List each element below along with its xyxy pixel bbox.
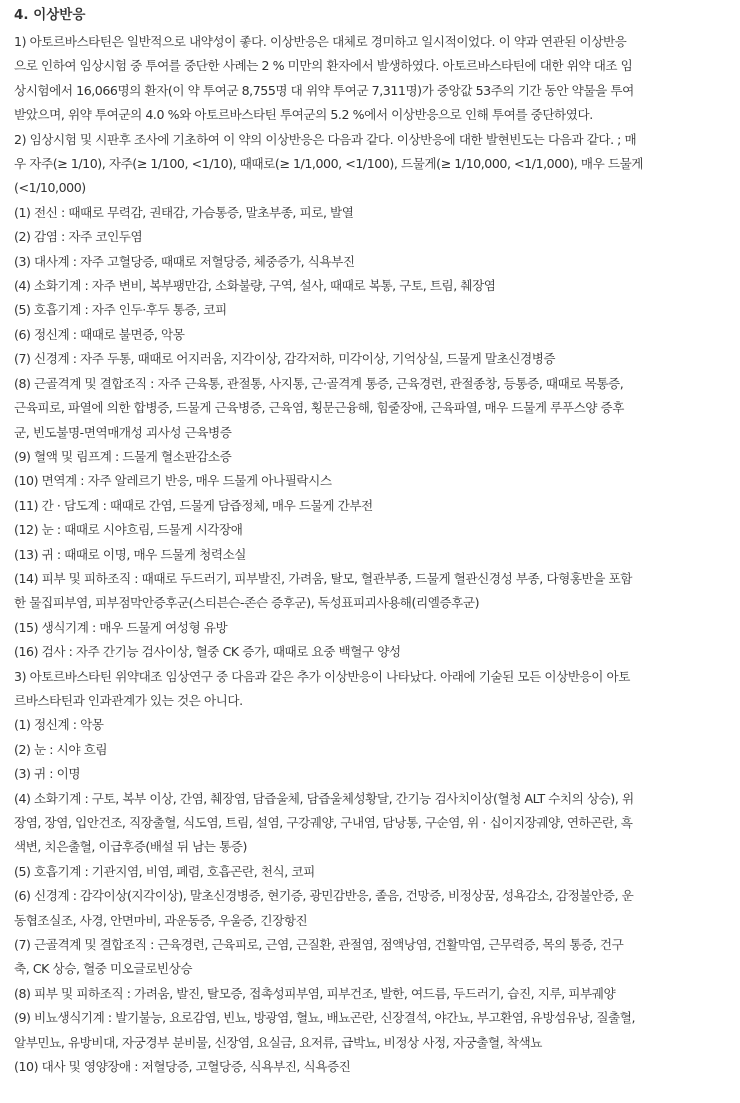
text-line: (5) 호흡기계 : 기관지염, 비염, 폐렴, 호흡곤란, 천식, 코피 [14, 863, 315, 879]
text-line: 우 자주(≥ 1/10), 자주(≥ 1/100, <1/10), 때때로(≥ 1/1,000, <1/100), 드물게(≥ 1/10,000, <1/1,000), 매우 드물게 [14, 156, 644, 172]
text-line: 알부민뇨, 유방비대, 자궁경부 분비물, 신장염, 요실금, 요저류, 급박뇨, 비정상 사정, 자궁출혈, 착색뇨 [14, 1034, 542, 1050]
text-line: (2) 눈 : 시야 흐림 [14, 741, 108, 757]
text-line: (5) 호흡기계 : 자주 인두·후두 통증, 코피 [14, 302, 227, 318]
text-line: (1) 정신계 : 악몽 [14, 717, 104, 733]
text-line: (2) 감염 : 자주 코인두염 [14, 229, 143, 245]
text-line: (10) 대사 및 영양장애 : 저혈당증, 고혈당증, 식욕부진, 식욕증진 [14, 1059, 351, 1075]
text-line: 색변, 치은출혈, 이급후증(배설 뒤 남는 통증) [14, 839, 247, 855]
text-line: (7) 신경계 : 자주 두통, 때때로 어지러움, 지각이상, 감각저하, 미각이상, 기억상실, 드물게 말초신경병증 [14, 351, 556, 367]
text-line: 으로 인하여 임상시험 중 투여를 중단한 사례는 2 % 미만의 환자에서 발생하였다. 아토르바스타틴에 대한 위약 대조 임 [14, 58, 633, 74]
text-line: (13) 귀 : 때때로 이명, 매우 드물게 청력소실 [14, 546, 247, 562]
text-line: 3) 아토르바스타틴 위약대조 임상연구 중 다음과 같은 추가 이상반응이 나타났다. 아래에 기술된 모든 이상반응이 아토 [14, 668, 630, 684]
text-line: (8) 피부 및 피하조직 : 가려움, 발진, 탈모증, 접촉성피부염, 피부건조, 발한, 여드름, 두드러기, 습진, 지루, 피부궤양 [14, 985, 616, 1001]
text-line: (8) 근골격계 및 결합조직 : 자주 근육통, 관절통, 사지통, 근·골격계 통증, 근육경련, 관절종창, 등통증, 때때로 목통증, [14, 375, 624, 391]
text-line: (15) 생식기계 : 매우 드물게 여성형 유방 [14, 619, 228, 635]
text-line: (9) 비뇨생식기계 : 발기불능, 요로감염, 빈뇨, 방광염, 혈뇨, 배뇨곤란, 신장결석, 야간뇨, 부고환염, 유방섬유낭, 질출혈, [14, 1010, 636, 1026]
text-line: 한 물집피부염, 피부점막안증후군(스티븐슨-존슨 증후군), 독성표피괴사용해(리엘증후군) [14, 595, 480, 611]
text-line: 군, 빈도불명-면역매개성 괴사성 근육병증 [14, 424, 232, 440]
text-line: 1) 아토르바스타틴은 일반적으로 내약성이 좋다. 이상반응은 대체로 경미하고 일시적이었다. 이 약과 연관된 이상반응 [14, 34, 627, 49]
text-line: (<1/10,000) [14, 180, 86, 196]
text-line: (12) 눈 : 때때로 시야흐림, 드물게 시각장애 [14, 522, 243, 538]
text-line: (1) 전신 : 때때로 무력감, 권태감, 가슴통증, 말초부종, 피로, 발열 [14, 204, 354, 220]
text-line: 축, CK 상승, 혈중 미오글로빈상승 [14, 961, 193, 977]
section-body [14, 30, 728, 1079]
text-line: (3) 귀 : 이명 [14, 766, 81, 782]
text-line: 상시험에서 16,066명의 환자(이 약 투여군 8,755명 대 위약 투여군 7,311명)가 중앙값 53주의 기간 동안 약물을 투여 [14, 82, 634, 98]
text-line: (14) 피부 및 피하조직 : 때때로 두드러기, 피부발진, 가려움, 탈모, 혈관부종, 드물게 혈관신경성 부종, 다형홍반을 포함 [14, 570, 632, 586]
text-line: (16) 검사 : 자주 간기능 검사이상, 혈중 CK 증가, 때때로 요중 백혈구 양성 [14, 644, 401, 660]
text-line: 동협조실조, 사경, 안면마비, 과운동증, 우울증, 긴장항진 [14, 912, 308, 928]
text-line: (4) 소화기계 : 구토, 복부 이상, 간염, 췌장염, 담즙울체, 담즙울체성황달, 간기능 검사치이상(혈청 ALT 수치의 상승), 위 [14, 790, 634, 806]
text-line: (4) 소화기계 : 자주 변비, 복부팽만감, 소화불량, 구역, 설사, 때때로 복통, 구토, 트림, 췌장염 [14, 278, 496, 294]
text-line: 르바스타틴과 인과관계가 있는 것은 아니다. [14, 692, 243, 708]
text-line: (6) 신경계 : 감각이상(지각이상), 말초신경병증, 현기증, 광민감반응, 졸음, 건망증, 비정상꿈, 성욕감소, 감정불안증, 운 [14, 888, 634, 904]
text-line: (7) 근골격계 및 결합조직 : 근육경련, 근육피로, 근염, 근질환, 관절염, 점액낭염, 건활막염, 근무력증, 목의 통증, 건구 [14, 937, 624, 953]
text-line: (11) 간 · 담도계 : 때때로 간염, 드물게 담즙정체, 매우 드물게 간부전 [14, 497, 373, 513]
text-line: 받았으며, 위약 투여군의 4.0 %와 아토르바스타틴 투여군의 5.2 %에서 이상반응으로 인해 투여를 중단하였다. [14, 107, 593, 123]
section-heading: 4. 이상반응 [14, 7, 86, 23]
text-line: (9) 혈액 및 림프계 : 드물게 혈소판감소증 [14, 448, 232, 464]
text-line: 장염, 장염, 입안건조, 직장출혈, 식도염, 트림, 설염, 구강궤양, 구내염, 담낭통, 구순염, 위 · 십이지장궤양, 연하곤란, 흑 [14, 815, 633, 830]
text-line: 2) 임상시험 및 시판후 조사에 기초하여 이 약의 이상반응은 다음과 같다. 이상반응에 대한 발현빈도는 다음과 같다. ; 매 [14, 131, 637, 147]
text-line: (6) 정신계 : 때때로 불면증, 악몽 [14, 326, 185, 342]
text-line: (3) 대사계 : 자주 고혈당증, 때때로 저혈당증, 체중증가, 식욕부진 [14, 253, 355, 269]
text-line: 근육피로, 파열에 의한 합병증, 드물게 근육병증, 근육염, 횡문근융해, 힘줄장애, 근육파열, 매우 드물게 루푸스양 증후 [14, 400, 624, 416]
text-line: (10) 면역계 : 자주 알레르기 반응, 매우 드물게 아나필락시스 [14, 473, 332, 489]
